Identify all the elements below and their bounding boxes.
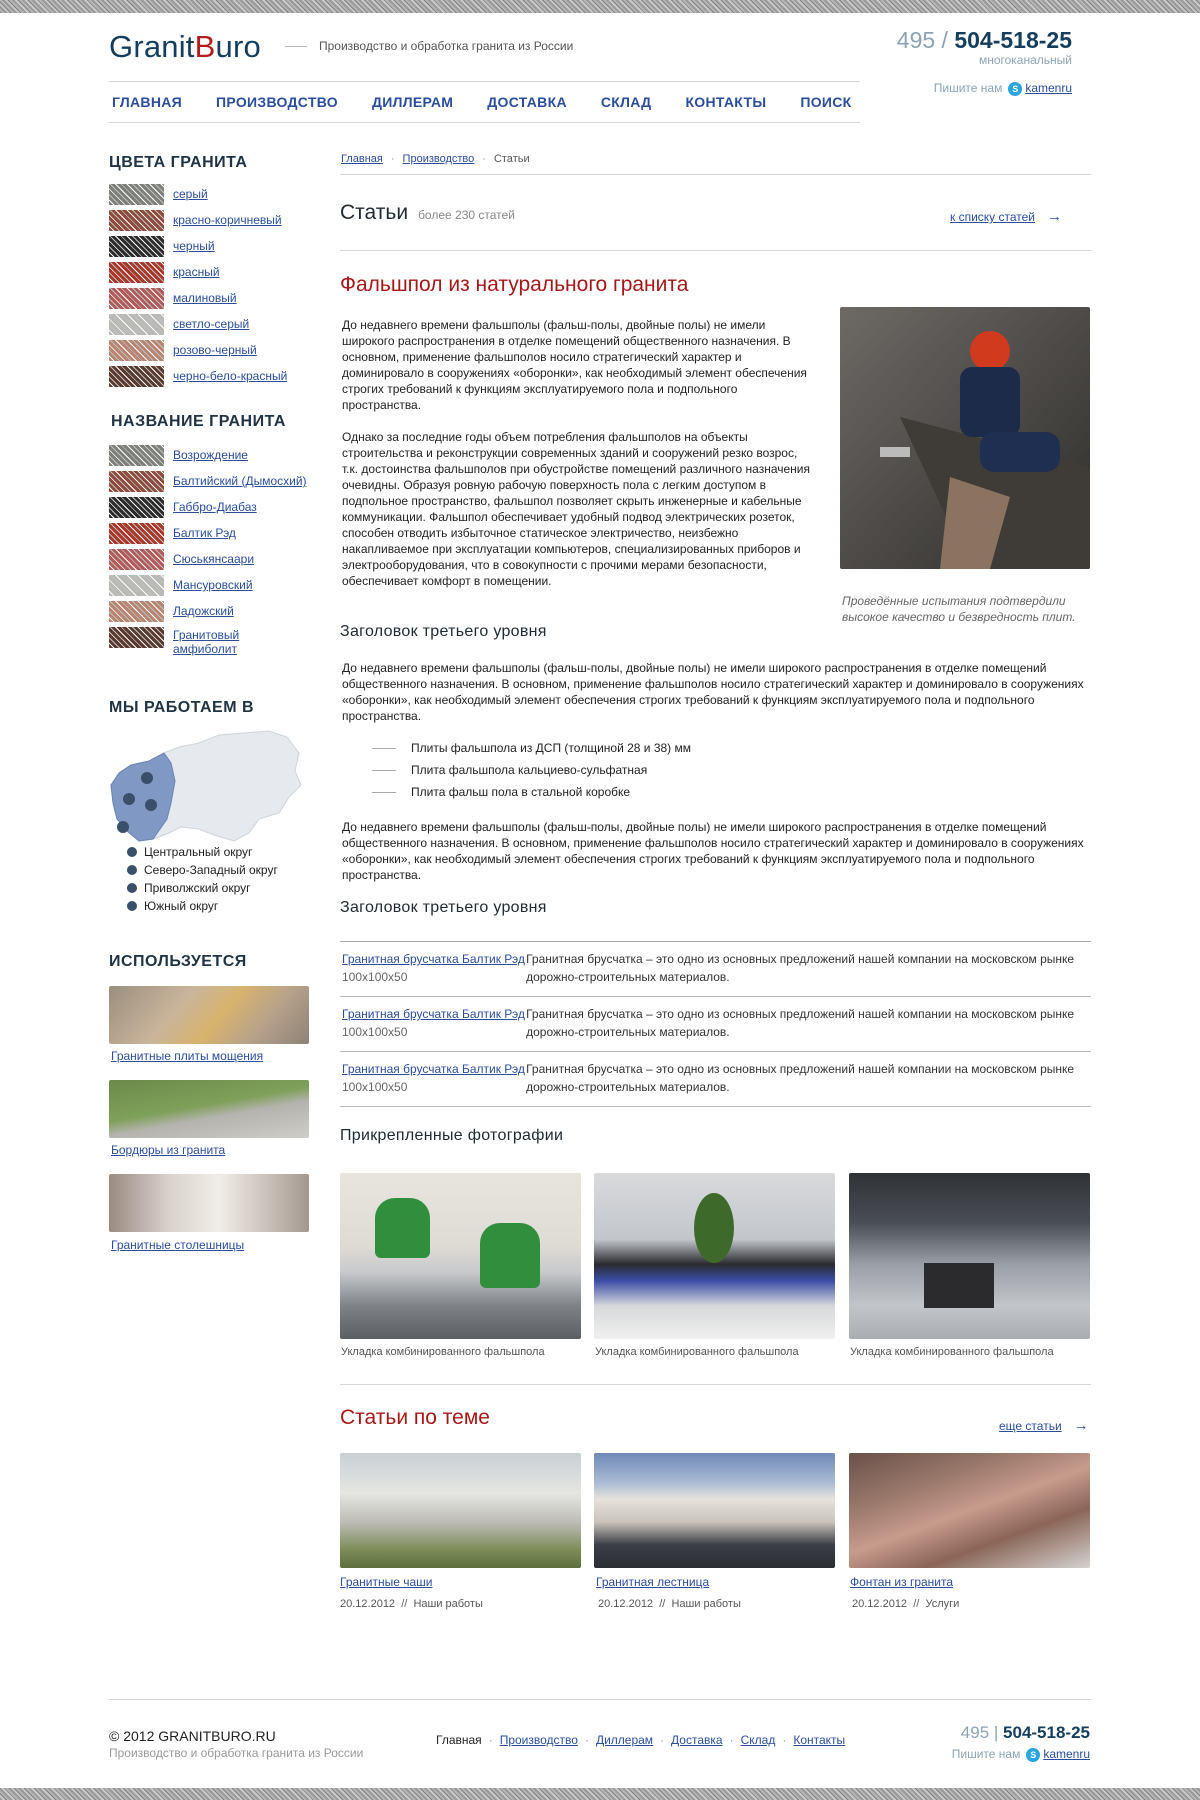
crumb-production[interactable]: Производство xyxy=(402,153,475,165)
granite-swatch[interactable] xyxy=(109,314,164,335)
name-link[interactable]: Балтик Рэд xyxy=(173,526,236,540)
list-item: Плиты фальшпола из ДСП (толщиной 28 и 38) мм xyxy=(372,737,691,759)
table-row xyxy=(340,997,1091,1052)
color-link[interactable]: черно-бело-красный xyxy=(173,369,288,383)
region-item: Северо-Западный округ xyxy=(127,861,278,879)
main-nav xyxy=(109,81,860,123)
granite-swatch[interactable] xyxy=(109,366,164,387)
name-link[interactable]: Габбро-Диабаз xyxy=(173,500,257,514)
color-link[interactable]: светло-серый xyxy=(173,317,250,331)
nav-warehouse[interactable]: СКЛАД xyxy=(600,94,652,110)
footer-write-us: Пишите нам S kamenru xyxy=(951,1747,1090,1761)
name-item xyxy=(109,471,307,497)
name-link[interactable]: Возрождение xyxy=(173,448,248,462)
region-item: Центральный округ xyxy=(127,843,278,861)
color-item xyxy=(109,236,287,262)
name-item xyxy=(109,445,307,471)
color-link[interactable]: красный xyxy=(173,265,220,279)
article-paragraph-1: До недавнего времени фальшполы (фальш-полы, двойные полы) не имели широкого распространения в отделке помещений общественного назначения. В основном, применение фальшполов носило стратегический характер и доминировало в сооружениях «оборонки», как необходимый элемент обеспечения строгих требований к функциям эксплуатируемого пола и подпольного пространства. xyxy=(342,318,807,412)
product-size: 100х100х50 xyxy=(342,1080,408,1094)
granite-swatch[interactable] xyxy=(109,575,164,596)
crumb-current: Статьи xyxy=(493,153,530,165)
related-image-fountain[interactable] xyxy=(849,1453,1090,1568)
countertops-image[interactable] xyxy=(109,1174,309,1232)
nav-dealers[interactable]: ДИЛЛЕРАМ xyxy=(371,94,454,110)
product-desc: Гранитная брусчатка – это одно из основных предложений нашей компании на московском рынке дорожно-строительных материалов. xyxy=(526,952,1075,984)
color-item xyxy=(109,366,287,392)
phone-note: многоканальный xyxy=(978,53,1072,67)
nav-search[interactable]: ПОИСК xyxy=(800,94,852,110)
divider xyxy=(340,250,1091,251)
granite-swatch[interactable] xyxy=(109,184,164,205)
footer-skype-link[interactable]: kamenru xyxy=(1043,1747,1090,1761)
article-paragraph-3: До недавнего времени фальшполы (фальш-полы, двойные полы) не имели широкого распространения в отделке помещений общественного назначения. В основном, применение фальшполов носило стратегический характер и доминировало в сооружениях «оборонки», как необходимый элемент обеспечения строгих требований к функциям эксплуатируемого пола и подпольного пространства. xyxy=(342,661,1084,723)
product-desc: Гранитная брусчатка – это одно из основных предложений нашей компании на московском рынке дорожно-строительных материалов. xyxy=(526,1062,1075,1094)
footer-divider xyxy=(109,1699,1091,1700)
to-list xyxy=(950,208,1062,225)
name-link[interactable]: Ладожский xyxy=(173,604,234,618)
photo-caption: Укладка комбинированного фальшпола xyxy=(341,1346,545,1358)
related-link[interactable]: Гранитная лестница xyxy=(596,1575,710,1589)
logo-text-1: Granit xyxy=(109,29,195,64)
product-link[interactable]: Гранитная брусчатка Балтик Рэд xyxy=(342,952,525,966)
name-item xyxy=(109,523,307,549)
granite-swatch[interactable] xyxy=(109,210,164,231)
granite-swatch[interactable] xyxy=(109,288,164,309)
granite-swatch[interactable] xyxy=(109,471,164,492)
nav-production[interactable]: ПРОИЗВОДСТВО xyxy=(216,94,338,110)
photo-caption: Укладка комбинированного фальшпола xyxy=(850,1346,1054,1358)
name-link[interactable]: Гранитовый амфиболит xyxy=(173,628,240,656)
footer-nav: Главная · Производство · Диллерам · Доставка · Склад · Контакты xyxy=(436,1733,846,1747)
more-articles xyxy=(999,1417,1089,1434)
color-item xyxy=(109,262,287,288)
related-heading: Статьи по теме xyxy=(340,1406,490,1429)
region-item: Южный округ xyxy=(127,897,278,915)
product-size: 100х100х50 xyxy=(342,970,408,984)
product-size: 100х100х50 xyxy=(342,1025,408,1039)
colors-list xyxy=(109,184,287,392)
photo-thumb[interactable] xyxy=(340,1173,581,1339)
color-item xyxy=(109,314,287,340)
color-item xyxy=(109,340,287,366)
related-meta: 20.12.2012 // Услуги xyxy=(852,1598,960,1610)
related-meta: 20.12.2012 // Наши работы xyxy=(598,1598,741,1610)
footer-nav-delivery[interactable]: Доставка xyxy=(671,1733,723,1747)
product-table xyxy=(340,941,1091,1107)
related-image-bowls[interactable] xyxy=(340,1453,581,1568)
name-item xyxy=(109,549,307,575)
color-link[interactable]: красно-коричневый xyxy=(173,213,282,227)
name-item xyxy=(109,575,307,601)
footer-copyright: © 2012 GRANITBURO.RU xyxy=(109,1728,276,1744)
list-item: Плита фальш пола в стальной коробке xyxy=(372,781,691,803)
granite-swatch[interactable] xyxy=(109,549,164,570)
footer-nav-warehouse[interactable]: Склад xyxy=(740,1733,776,1747)
photos-heading: Прикрепленные фотографии xyxy=(340,1127,564,1144)
header-phone: 495 / 504-518-25 xyxy=(896,27,1072,53)
colors-heading: ЦВЕТА ГРАНИТА xyxy=(109,154,248,171)
arrow-right-icon[interactable]: → xyxy=(1073,1417,1089,1434)
divider xyxy=(340,1384,1091,1385)
name-item xyxy=(109,601,307,627)
granite-swatch[interactable] xyxy=(109,445,164,466)
granite-swatch[interactable] xyxy=(109,236,164,257)
color-item xyxy=(109,210,287,236)
footer-nav-home[interactable]: Главная xyxy=(436,1733,482,1747)
logo-text-2: uro xyxy=(215,29,261,64)
skype-icon: S xyxy=(1008,82,1022,96)
photo-thumb[interactable] xyxy=(594,1173,835,1339)
region-item: Приволжский округ xyxy=(127,879,278,897)
to-list-link[interactable]: к списку статей xyxy=(950,210,1036,224)
article-paragraph-2: Однако за последние годы объем потребления фальшполов на объекты строительства и реконструкции современных зданий и сооружений резко возрос, т.к. достоинства фальшполов при обустройстве помещений различного назначения очевидны. Образуя ровную рабочую поверхность пола с легким доступом в подпольное пространство, фальшпол позволяет скрыть инженерные и кабельные коммуникации. Фальшпол обеспечивает удобный подвод электрических розеток, способен отводить избыточное статическое электричество, неизбежно накапливаемое при эксплуатации компьютеров, специализированных приборов и электрооборудования, что в совокупности с прочими мерами безопасности, обеспечивает комфорт в помещении. xyxy=(342,430,810,588)
page-title: Статьи более 230 статей xyxy=(340,201,515,224)
curbs-image[interactable] xyxy=(109,1080,309,1138)
crumb-home[interactable]: Главная xyxy=(341,153,383,165)
work-heading: МЫ РАБОТАЕМ В xyxy=(109,699,255,716)
list-item: Плита фальшпола кальциево-сульфатная xyxy=(372,759,691,781)
regions-list xyxy=(127,843,278,915)
related-image-stairs[interactable] xyxy=(594,1453,835,1568)
color-link[interactable]: розово-черный xyxy=(173,343,257,357)
granite-swatch[interactable] xyxy=(109,262,164,283)
names-list xyxy=(109,445,307,656)
used-link-countertops[interactable]: Гранитные столешницы xyxy=(111,1238,245,1252)
subheading-2: Заголовок третьего уровня xyxy=(340,899,547,916)
related-link[interactable]: Фонтан из гранита xyxy=(850,1575,954,1589)
worker-image xyxy=(840,307,1090,569)
footer-tagline: Производство и обработка гранита из России xyxy=(109,1746,364,1760)
paving-image[interactable] xyxy=(109,986,309,1044)
image-caption: Проведённые испытания подтвердили высокое качество и безвредность плит. xyxy=(842,594,1076,624)
granite-swatch[interactable] xyxy=(109,340,164,361)
more-articles-link[interactable]: еще статьи xyxy=(999,1419,1062,1433)
color-link[interactable]: черный xyxy=(173,239,215,253)
names-heading: НАЗВАНИЕ ГРАНИТА xyxy=(111,413,286,430)
logo[interactable] xyxy=(109,29,261,65)
granite-swatch[interactable] xyxy=(109,627,164,648)
product-desc: Гранитная брусчатка – это одно из основных предложений нашей компании на московском рынке дорожно-строительных материалов. xyxy=(526,1007,1075,1039)
nav-delivery[interactable]: ДОСТАВКА xyxy=(487,94,567,110)
footer-nav-dealers[interactable]: Диллерам xyxy=(595,1733,654,1747)
name-item xyxy=(109,627,307,656)
table-row xyxy=(340,942,1091,997)
color-link[interactable]: серый xyxy=(173,187,208,201)
arrow-right-icon[interactable]: → xyxy=(1047,208,1063,225)
article-title: Фальшпол из натурального гранита xyxy=(340,273,689,296)
nav-contacts[interactable]: КОНТАКТЫ xyxy=(685,94,767,110)
russia-map xyxy=(109,723,305,851)
logo-text-b: B xyxy=(194,29,216,64)
tagline: Производство и обработка гранита из России xyxy=(285,39,573,53)
name-link[interactable]: Сюськянсаари xyxy=(173,552,255,566)
footer-phone: 495 | 504-518-25 xyxy=(960,1723,1090,1742)
related-meta: 20.12.2012 // Наши работы xyxy=(340,1598,483,1610)
table-row xyxy=(340,1052,1091,1107)
footer-nav-production[interactable]: Производство xyxy=(499,1733,578,1747)
product-link[interactable]: Гранитная брусчатка Балтик Рэд xyxy=(342,1062,525,1076)
article-count: более 230 статей xyxy=(418,208,515,222)
footer-nav-contacts[interactable]: Контакты xyxy=(793,1733,846,1747)
skype-link[interactable]: kamenru xyxy=(1025,81,1072,95)
granite-swatch[interactable] xyxy=(109,523,164,544)
skype-icon: S xyxy=(1026,1748,1040,1762)
article-paragraph-4: До недавнего времени фальшполы (фальш-полы, двойные полы) не имели широкого распространения в отделке помещений общественного назначения. В основном, применение фальшполов носило стратегический характер и доминировало в сооружениях «оборонки», как необходимый элемент обеспечения строгих требований к функциям эксплуатируемого пола и подпольного пространства. xyxy=(342,820,1084,882)
used-heading: ИСПОЛЬЗУЕТСЯ xyxy=(109,953,247,970)
photo-caption: Укладка комбинированного фальшпола xyxy=(595,1346,799,1358)
used-link-curbs[interactable]: Бордюры из гранита xyxy=(111,1143,226,1157)
subheading-1: Заголовок третьего уровня xyxy=(340,623,547,640)
product-link[interactable]: Гранитная брусчатка Балтик Рэд xyxy=(342,1007,525,1021)
granite-swatch[interactable] xyxy=(109,497,164,518)
color-item xyxy=(109,288,287,314)
related-link[interactable]: Гранитные чаши xyxy=(340,1575,433,1589)
name-item xyxy=(109,497,307,523)
name-link[interactable]: Мансуровский xyxy=(173,578,253,592)
color-item xyxy=(109,184,287,210)
write-us: Пишите нам S kamenru xyxy=(933,81,1072,95)
nav-home[interactable]: ГЛАВНАЯ xyxy=(112,94,183,110)
photo-thumb[interactable] xyxy=(849,1173,1090,1339)
granite-swatch[interactable] xyxy=(109,601,164,622)
color-link[interactable]: малиновый xyxy=(173,291,237,305)
divider xyxy=(340,174,1091,175)
page xyxy=(0,13,1200,1788)
used-link-paving[interactable]: Гранитные плиты мощения xyxy=(111,1049,264,1063)
breadcrumb: Главная · Производство · Статьи xyxy=(341,153,530,165)
bullet-list xyxy=(372,737,691,803)
name-link[interactable]: Балтийский (Дымосхий) xyxy=(173,474,307,488)
